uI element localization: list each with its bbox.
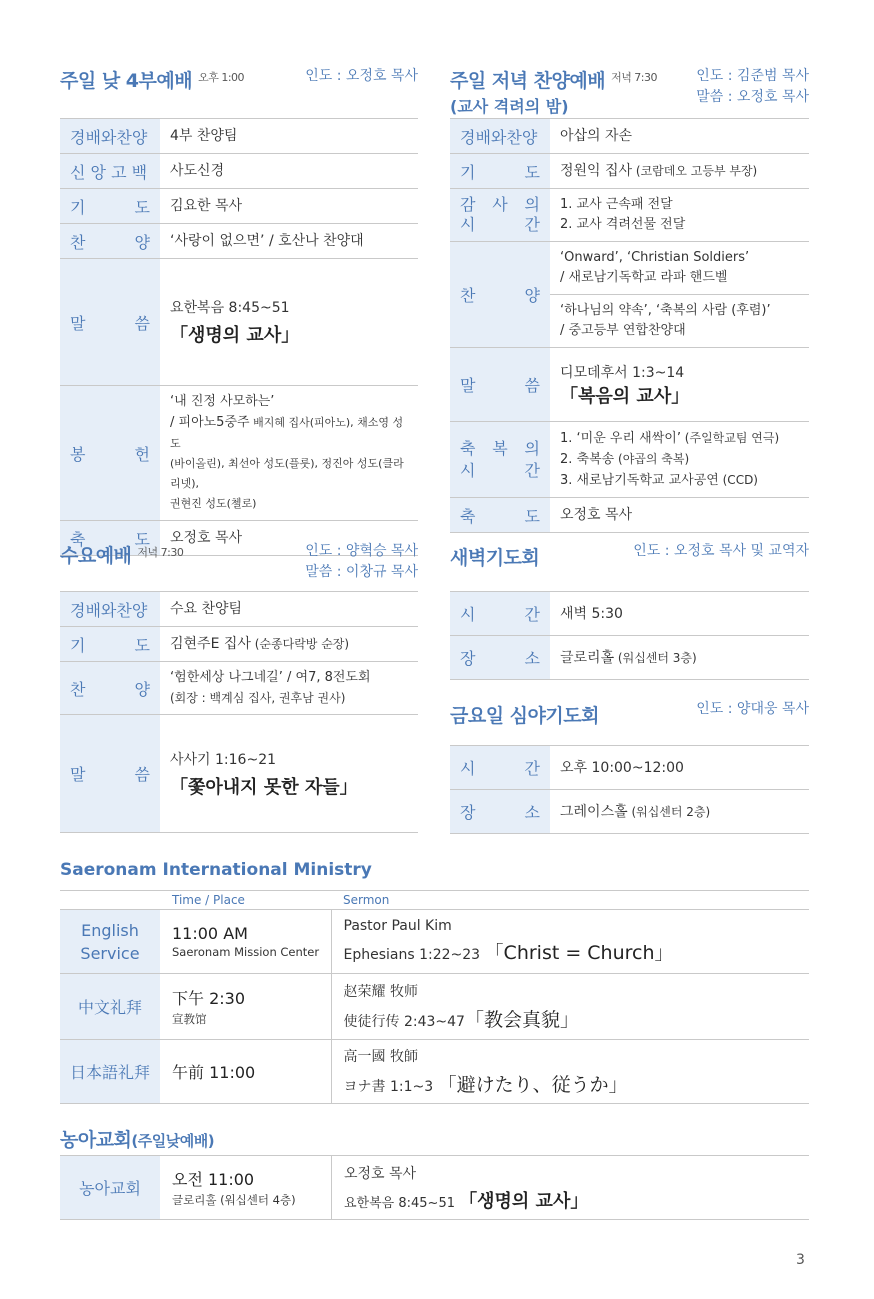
page-number: 3: [796, 1252, 805, 1268]
sunday-eve-leaders: [680, 66, 809, 108]
sunday-eve-time: 저녁 7:30: [611, 71, 658, 84]
time-place: 下午 2:30 宣教馆: [160, 974, 331, 1040]
wednesday-title-text: 수요예배: [60, 545, 132, 567]
dawn-leader: 인도 : 오정호 목사 및 교역자: [633, 543, 809, 559]
sunday-eve-title-text: 주일 저녁 찬양예배: [450, 70, 606, 92]
row-value: 김현주E 집사 (순종다락방 순장): [160, 627, 418, 662]
sermon-title: 「쫓아내지 못한 자들」: [170, 776, 358, 798]
row-label: 찬 양: [60, 224, 160, 259]
sunday-eve-leader: 인도 : 김준범 목사: [696, 68, 809, 84]
row-label: 축 도: [450, 498, 550, 533]
sermon-info: 赵荣耀 牧师 使徒行传 2:43~47「教会真貌」: [331, 974, 809, 1040]
table-row: [60, 154, 418, 189]
deaf-table: [60, 1155, 809, 1220]
row-label: 축 도: [60, 521, 160, 556]
table-row: [60, 259, 418, 386]
sunday4-time: 오후 1:00: [198, 71, 245, 84]
sermon-title: 「생명의 교사」: [170, 325, 300, 346]
service-name: English Service: [60, 910, 160, 974]
table-row: [450, 189, 809, 242]
sunday-eve-subtitle: (교사 격려의 밤): [450, 97, 569, 116]
sunday4-title: [60, 66, 244, 93]
row-value: 오후 10:00~12:00: [550, 746, 809, 790]
row-label: 기 도: [60, 627, 160, 662]
time-place: 11:00 AM Saeronam Mission Center: [160, 910, 331, 974]
table-row: [60, 627, 418, 662]
row-value: 정원익 집사 (코람데오 고등부 부장): [550, 154, 809, 189]
wednesday-leader: 인도 : 양혁승 목사: [305, 543, 418, 559]
table-row: [60, 974, 809, 1040]
wednesday-leaders: [280, 541, 418, 583]
dawn-table: [450, 591, 809, 680]
sunday-eve-preacher: 말씀 : 오정호 목사: [696, 89, 809, 105]
offering-line: 권현진 성도(첼로): [170, 497, 257, 510]
table-row: [450, 636, 809, 680]
offering-line: ‘내 진정 사모하는’: [170, 394, 275, 409]
wednesday-time: 저녁 7:30: [137, 546, 184, 559]
row-value: 김요한 목사: [160, 189, 418, 224]
row-value: 오정호 목사: [550, 498, 809, 533]
row-label: 장 소: [450, 790, 550, 834]
wednesday-table: [60, 591, 418, 833]
table-row: [450, 746, 809, 790]
friday-table: [450, 745, 809, 834]
intl-table: [60, 890, 809, 1104]
row-label: 경배와찬양: [60, 119, 160, 154]
intl-header-row: [60, 891, 809, 910]
col-time-place: Time / Place: [160, 891, 331, 910]
sermon-info: Pastor Paul Kim Ephesians 1:22~23 「Christ = Church」: [331, 910, 809, 974]
service-name: 日本語礼拜: [60, 1040, 160, 1104]
row-value: ‘사랑이 없으면’ / 호산나 찬양대: [160, 224, 418, 259]
row-value: 아삽의 자손: [550, 119, 809, 154]
sunday4-table: [60, 118, 418, 556]
row-value: 4부 찬양팀: [160, 119, 418, 154]
row-value: 그레이스홀 (워십센터 2층): [550, 790, 809, 834]
sermon-cell: [160, 715, 418, 833]
row-value: 글로리홀 (워십센터 3층): [550, 636, 809, 680]
row-label: 찬 양: [450, 242, 550, 348]
table-row: [60, 592, 418, 627]
dawn-title: 새벽기도회: [450, 547, 540, 569]
sunday-eve-table: [450, 118, 809, 533]
wednesday-title: [60, 541, 183, 568]
row-value: 사도신경: [160, 154, 418, 189]
row-value: 새벽 5:30: [550, 592, 809, 636]
table-row: [450, 790, 809, 834]
sunday4-leader: 인도 : 오정호 목사: [305, 68, 418, 84]
row-label: 신 앙 고 백: [60, 154, 160, 189]
friday-leader: 인도 : 양대웅 목사: [696, 701, 809, 717]
offering-line: / 피아노5중주 배지혜 집사(피아노), 채소영 성도: [170, 415, 404, 450]
table-row: [450, 119, 809, 154]
time-place: 오전 11:00 글로리홀 (워십센터 4층): [160, 1156, 332, 1220]
row-label: 말 씀: [450, 348, 550, 422]
table-row: [450, 242, 809, 295]
row-label: 기 도: [450, 154, 550, 189]
sunday-eve-title: [450, 66, 657, 93]
table-row: [60, 662, 418, 715]
table-row: [60, 715, 418, 833]
col-sermon: Sermon: [331, 891, 809, 910]
service-name: 농아교회: [60, 1156, 160, 1220]
table-row: [60, 119, 418, 154]
table-row: [60, 224, 418, 259]
table-row: [450, 154, 809, 189]
row-label: 봉 헌: [60, 386, 160, 521]
sermon-info: 오정호 목사 요한복음 8:45~51 「생명의 교사」: [332, 1156, 810, 1220]
sermon-title: 「복음의 교사」: [560, 385, 690, 407]
sunday4-title-text: 주일 낮 4부예배: [60, 70, 193, 92]
sermon-ref: 요한복음 8:45~51: [170, 300, 290, 316]
sermon-cell: [550, 348, 809, 422]
service-name: 中文礼拜: [60, 974, 160, 1040]
sermon-cell: [160, 259, 418, 386]
row-value: ‘하나님의 약속’, ‘축복의 사람 (후렴)’ / 중고등부 연합찬양대: [550, 295, 809, 348]
wednesday-preacher: 말씀 : 이창규 목사: [305, 564, 418, 580]
row-value: 1. ‘미운 우리 새싹이’ (주일학교팀 연극) 2. 축복송 (야곱의 축복) 3. 새로남기독학교 교사공연 (CCD): [550, 422, 809, 498]
table-row: [450, 498, 809, 533]
row-label: 감 사 의 시 간: [450, 189, 550, 242]
row-value: 오정호 목사: [160, 521, 418, 556]
row-label: 찬 양: [60, 662, 160, 715]
offering-line: (바이올린), 최선아 성도(플룻), 정진아 성도(클라리넷),: [170, 457, 404, 490]
offering-cell: [160, 386, 418, 521]
deaf-title-sub: (주일낮예배): [131, 1132, 215, 1150]
table-row: [60, 1156, 809, 1220]
row-label: 장 소: [450, 636, 550, 680]
row-label: 말 씀: [60, 715, 160, 833]
row-value: ‘Onward’, ‘Christian Soldiers’ / 새로남기독학교 라파 핸드벨: [550, 242, 809, 295]
table-row: [60, 386, 418, 521]
row-value: ‘험한세상 나그네길’ / 여7, 8전도회 (회장 : 백계심 집사, 권후남 권사): [160, 662, 418, 715]
table-row: [60, 189, 418, 224]
time-place: 午前 11:00: [160, 1040, 331, 1104]
row-label: 경배와찬양: [450, 119, 550, 154]
row-label: 시 간: [450, 746, 550, 790]
sermon-ref: 디모데후서 1:3~14: [560, 364, 685, 381]
row-value: 수요 찬양팀: [160, 592, 418, 627]
row-label: 기 도: [60, 189, 160, 224]
sermon-info: 高一國 牧師 ヨナ書 1:1~3 「避けたり、従うか」: [331, 1040, 809, 1104]
row-label: 축 복 의 시 간: [450, 422, 550, 498]
sermon-ref: 사사기 1:16~21: [170, 751, 277, 768]
row-label: 말 씀: [60, 259, 160, 386]
table-row: [60, 1040, 809, 1104]
row-value: 1. 교사 근속패 전달 2. 교사 격려선물 전달: [550, 189, 809, 242]
intl-title: Saeronam International Ministry: [60, 860, 372, 880]
deaf-title: 농아교회(주일낮예배): [60, 1129, 215, 1151]
table-row: [60, 910, 809, 974]
table-row: [450, 348, 809, 422]
table-row: [450, 592, 809, 636]
row-label: 시 간: [450, 592, 550, 636]
row-label: 경배와찬양: [60, 592, 160, 627]
table-row: [450, 422, 809, 498]
friday-title: 금요일 심야기도회: [450, 705, 599, 727]
